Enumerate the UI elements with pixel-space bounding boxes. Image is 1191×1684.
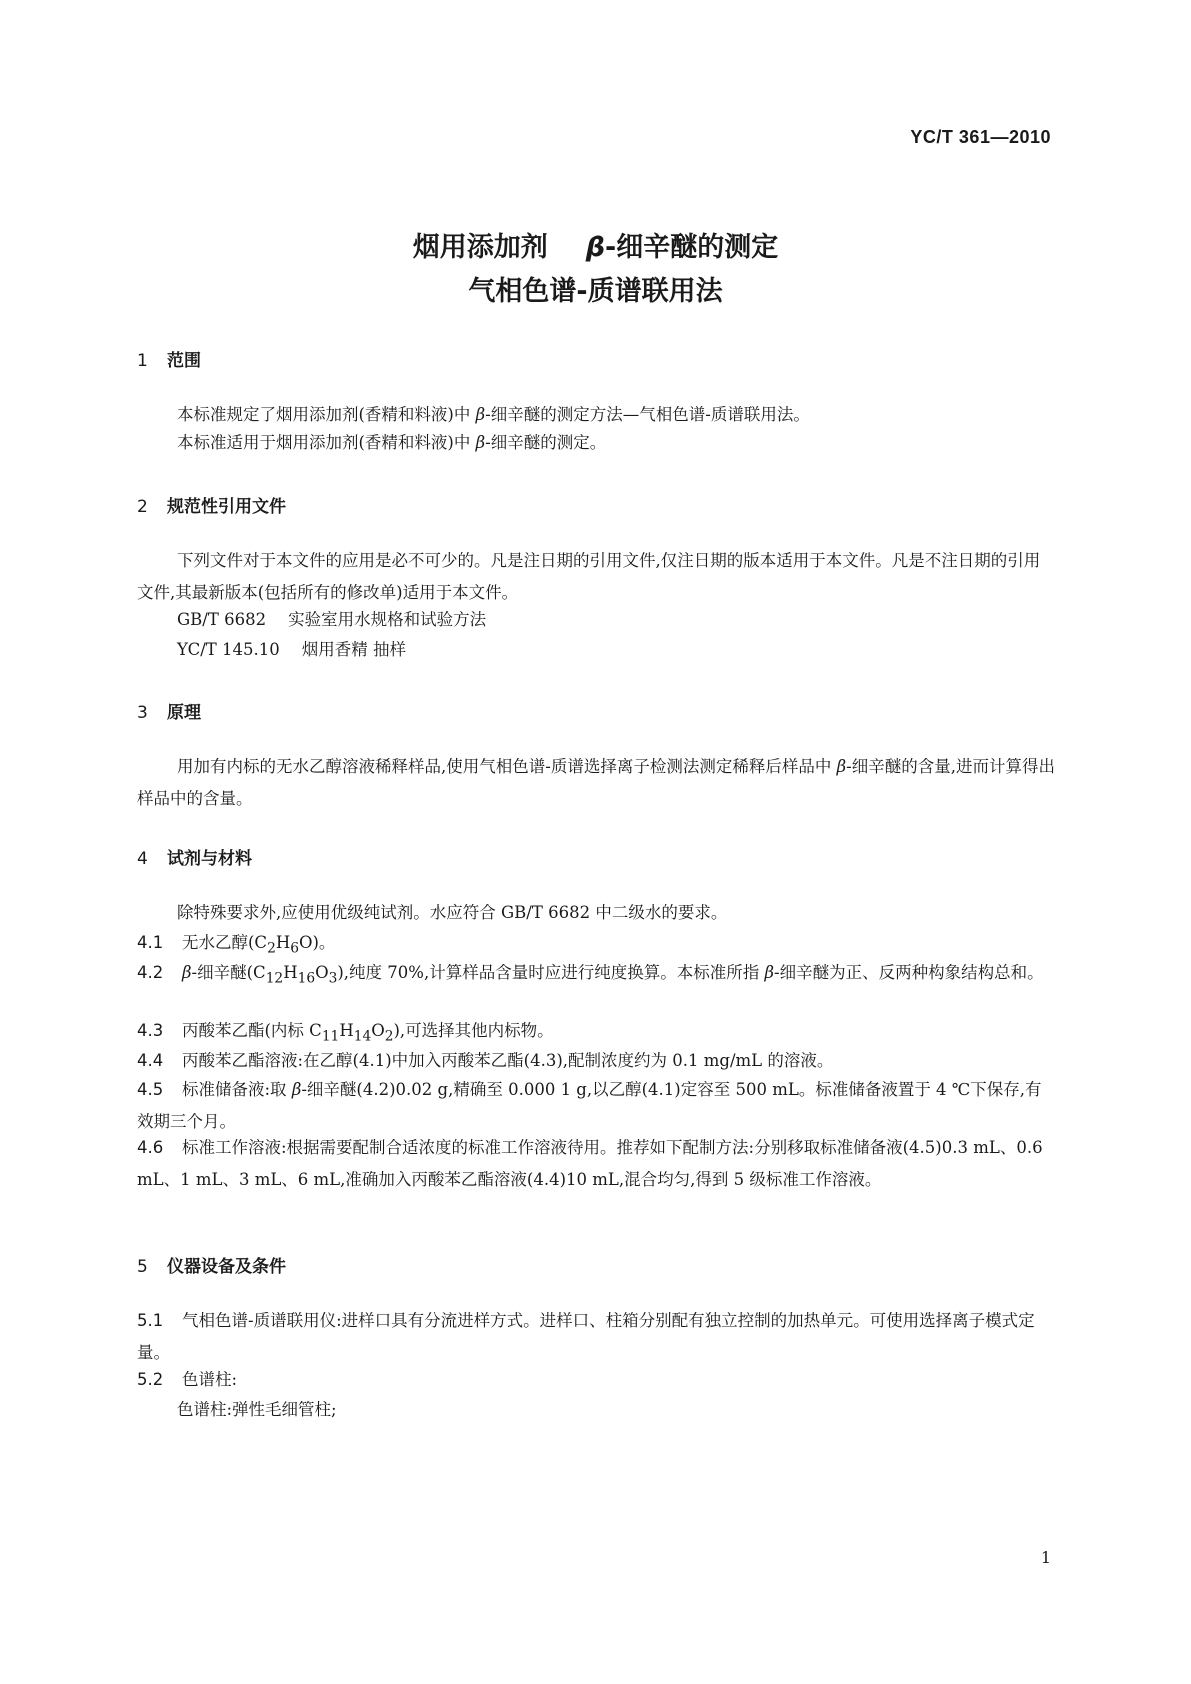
clause-4-5: 4.5 标准储备液:取 β-细辛醚(4.2)0.02 g,精确至 0.000 1 g,以乙醇(4.1)定容至 500 mL。标准储备液置于 4 ℃下保存,有效期三个月。	[137, 1080, 1042, 1131]
section-1-para-2: 本标准适用于烟用添加剂(香精和料液)中 β-细辛醚的测定。	[177, 433, 607, 452]
document-title	[0, 226, 1191, 314]
section-5-heading: 5 仪器设备及条件	[137, 1257, 286, 1277]
clause-5-2-column-detail: 色谱柱:弹性毛细管柱;	[177, 1400, 337, 1419]
section-3-para: 用加有内标的无水乙醇溶液稀释样品,使用气相色谱-质谱选择离子检测法测定稀释后样品中 β-细辛醚的含量,进而计算得出样品中的含量。	[137, 757, 1055, 808]
clause-5-2: 5.2 色谱柱:	[137, 1370, 238, 1389]
normative-reference: YC/T 145.10 烟用香精 抽样	[177, 640, 407, 659]
clause-4-3: 4.3 丙酸苯乙酯(内标 $C_{11}H_{14}O_2$),可选择其他内标物。	[137, 1021, 554, 1045]
standard-code: YC/T 361—2010	[910, 127, 1051, 147]
section-1-heading: 1 范围	[137, 351, 201, 371]
title-line-2: 气相色谱-质谱联用法	[468, 276, 723, 307]
clause-4-4: 4.4 丙酸苯乙酯溶液:在乙醇(4.1)中加入丙酸苯乙酯(4.3),配制浓度约为 0.1 mg/mL 的溶液。	[137, 1051, 834, 1070]
section-3-heading: 3 原理	[137, 703, 201, 723]
clause-4-1: 4.1 无水乙醇$(C_2H_6O)$。	[137, 933, 336, 957]
section-2-intro: 下列文件对于本文件的应用是必不可少的。凡是注日期的引用文件,仅注日期的版本适用于本文件。凡是不注日期的引用文件,其最新版本(包括所有的修改单)适用于本文件。	[137, 551, 1041, 602]
clause-4-2: 4.2 β-细辛醚$(C_{12}H_{16}O_3)$,纯度 70%,计算样品含量时应进行纯度换算。本标准所指 β-细辛醚为正、反两种构象结构总和。	[137, 963, 1044, 987]
normative-reference: GB/T 6682 实验室用水规格和试验方法	[177, 610, 487, 629]
clause-4-6: 4.6 标准工作溶液:根据需要配制合适浓度的标准工作溶液待用。推荐如下配制方法:分别移取标准储备液(4.5)0.3 mL、0.6 mL、1 mL、3 mL、6 mL,准确加入丙酸苯乙酯溶液(4.4)10 mL,混合均匀,得到 5 级标准工作溶液。	[137, 1138, 1043, 1189]
clause-5-1: 5.1 气相色谱-质谱联用仪:进样口具有分流进样方式。进样口、柱箱分别配有独立控制的加热单元。可使用选择离子模式定量。	[137, 1311, 1035, 1362]
title-line-1: 烟用添加剂 β-细辛醚的测定	[412, 232, 779, 263]
page-number: 1	[1040, 1548, 1051, 1567]
section-1-para-1: 本标准规定了烟用添加剂(香精和料液)中 β-细辛醚的测定方法—气相色谱-质谱联用法。	[177, 405, 810, 424]
section-2-heading: 2 规范性引用文件	[137, 497, 286, 517]
section-4-heading: 4 试剂与材料	[137, 849, 252, 869]
section-4-intro: 除特殊要求外,应使用优级纯试剂。水应符合 GB/T 6682 中二级水的要求。	[177, 903, 728, 922]
